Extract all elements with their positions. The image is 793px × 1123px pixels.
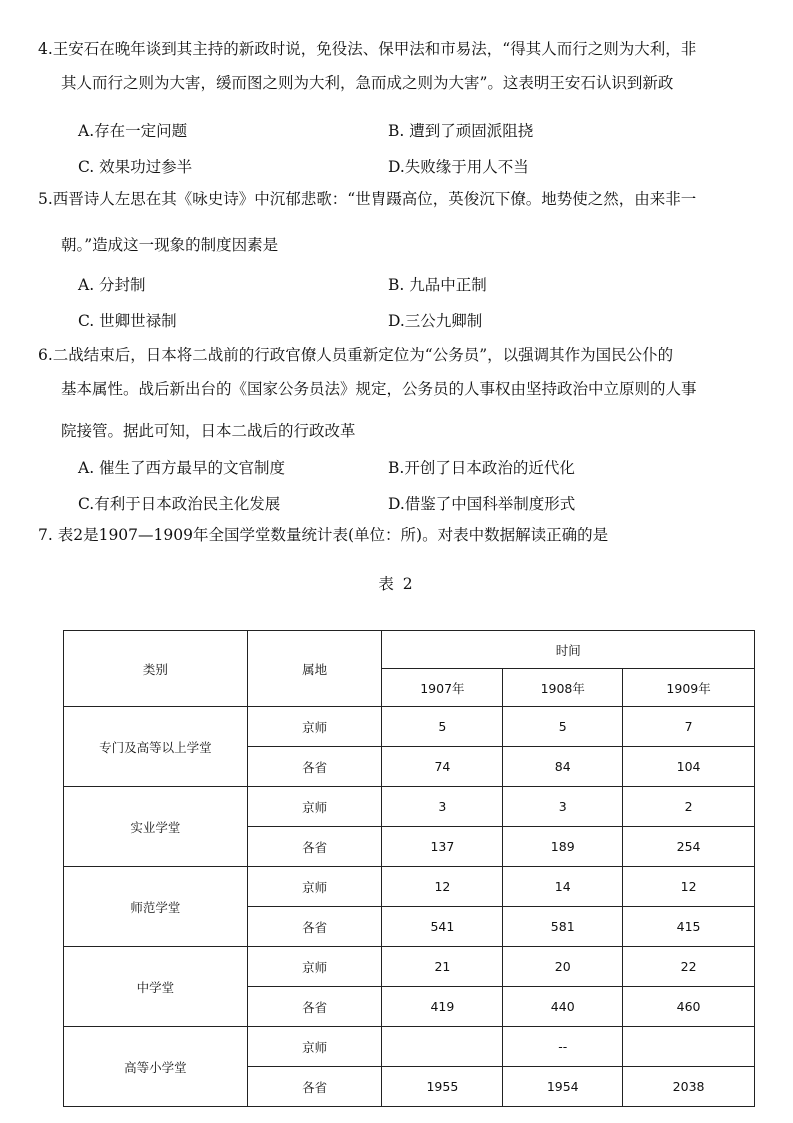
- header-place: 属地: [247, 631, 382, 707]
- category-cell: 中学堂: [64, 947, 248, 1027]
- place-cell: 京师: [247, 1027, 382, 1067]
- header-year: 1908年: [503, 669, 623, 707]
- value-cell: 254: [623, 827, 755, 867]
- question-6: [38, 338, 758, 448]
- header-year: 1907年: [382, 669, 503, 707]
- value-cell: 460: [623, 987, 755, 1027]
- value-cell: 581: [503, 907, 623, 947]
- question-7: [38, 518, 758, 552]
- value-cell: 3: [503, 787, 623, 827]
- place-cell: 京师: [247, 867, 382, 907]
- value-cell: 189: [503, 827, 623, 867]
- value-cell: 3: [382, 787, 503, 827]
- table-row: [64, 787, 755, 827]
- option-c: C. 效果功过参半: [78, 158, 193, 176]
- value-cell: 20: [503, 947, 623, 987]
- value-cell: 2038: [623, 1067, 755, 1107]
- option-a: A. 分封制: [78, 276, 146, 294]
- value-cell: 12: [623, 867, 755, 907]
- value-cell: 84: [503, 747, 623, 787]
- value-cell: 74: [382, 747, 503, 787]
- value-cell: 1954: [503, 1067, 623, 1107]
- option-d: D.借鉴了中国科举制度形式: [388, 495, 576, 513]
- value-cell: 22: [623, 947, 755, 987]
- question-5-line-1: 5.西晋诗人左思在其《咏史诗》中沉郁悲歌：“世胄蹑高位，英俊沉下僚。地势使之然，由来非一: [38, 190, 697, 208]
- table-row: [64, 707, 755, 747]
- question-5-options: [78, 266, 698, 338]
- table-row: [64, 1027, 755, 1067]
- question-4-options: [78, 112, 698, 184]
- place-cell: 各省: [247, 1067, 382, 1107]
- place-cell: 京师: [247, 787, 382, 827]
- table-row: [64, 947, 755, 987]
- value-cell: 137: [382, 827, 503, 867]
- category-cell: 实业学堂: [64, 787, 248, 867]
- table-caption: 表 2: [378, 575, 415, 593]
- header-time: 时间: [382, 631, 755, 669]
- value-cell: 419: [382, 987, 503, 1027]
- option-b: B.开创了日本政治的近代化: [388, 459, 575, 477]
- value-cell: 21: [382, 947, 503, 987]
- question-6-line-2: 基本属性。战后新出台的《国家公务员法》规定，公务员的人事权由坚持政治中立原则的人事: [61, 380, 697, 398]
- option-b: B. 遭到了顽固派阻挠: [388, 122, 534, 140]
- option-b: B. 九品中正制: [388, 276, 487, 294]
- table-row: [64, 867, 755, 907]
- option-a: A. 催生了西方最早的文官制度: [78, 459, 286, 477]
- value-cell: 440: [503, 987, 623, 1027]
- value-cell: 14: [503, 867, 623, 907]
- value-cell: 1955: [382, 1067, 503, 1107]
- question-5: [38, 182, 758, 262]
- school-statistics-table: [63, 630, 755, 1107]
- question-6-line-1: 6.二战结束后，日本将二战前的行政官僚人员重新定位为“公务员”，以强调其作为国民公仆的: [38, 346, 674, 364]
- option-c: C.有利于日本政治民主化发展: [78, 495, 281, 513]
- question-7-line-1: 7. 表2是1907—1909年全国学堂数量统计表(单位：所)。对表中数据解读正确的是: [38, 526, 609, 544]
- question-4: [38, 32, 758, 100]
- question-6-options: [78, 449, 698, 521]
- value-cell: 541: [382, 907, 503, 947]
- table-header-row: [64, 631, 755, 669]
- value-cell: [382, 1027, 503, 1067]
- option-a: A.存在一定问题: [78, 122, 188, 140]
- value-cell: --: [503, 1027, 623, 1067]
- value-cell: 2: [623, 787, 755, 827]
- option-d: D.失败缘于用人不当: [388, 158, 529, 176]
- place-cell: 各省: [247, 907, 382, 947]
- option-c: C. 世卿世禄制: [78, 312, 177, 330]
- header-year: 1909年: [623, 669, 755, 707]
- question-5-line-2: 朝。”造成这一现象的制度因素是: [61, 236, 279, 254]
- question-6-line-3: 院接管。据此可知，日本二战后的行政改革: [61, 422, 356, 440]
- place-cell: 各省: [247, 987, 382, 1027]
- value-cell: 5: [382, 707, 503, 747]
- place-cell: 京师: [247, 947, 382, 987]
- category-cell: 专门及高等以上学堂: [64, 707, 248, 787]
- header-category: 类别: [64, 631, 248, 707]
- value-cell: 415: [623, 907, 755, 947]
- question-4-line-1: 4.王安石在晚年谈到其主持的新政时说，免役法、保甲法和市易法，“得其人而行之则为大利，非: [38, 40, 697, 58]
- value-cell: 7: [623, 707, 755, 747]
- place-cell: 京师: [247, 707, 382, 747]
- value-cell: 104: [623, 747, 755, 787]
- category-cell: 师范学堂: [64, 867, 248, 947]
- question-4-line-2: 其人而行之则为大害，缓而图之则为大利，急而成之则为大害”。这表明王安石认识到新政: [61, 74, 674, 92]
- option-d: D.三公九卿制: [388, 312, 483, 330]
- value-cell: [623, 1027, 755, 1067]
- place-cell: 各省: [247, 827, 382, 867]
- category-cell: 高等小学堂: [64, 1027, 248, 1107]
- value-cell: 12: [382, 867, 503, 907]
- value-cell: 5: [503, 707, 623, 747]
- place-cell: 各省: [247, 747, 382, 787]
